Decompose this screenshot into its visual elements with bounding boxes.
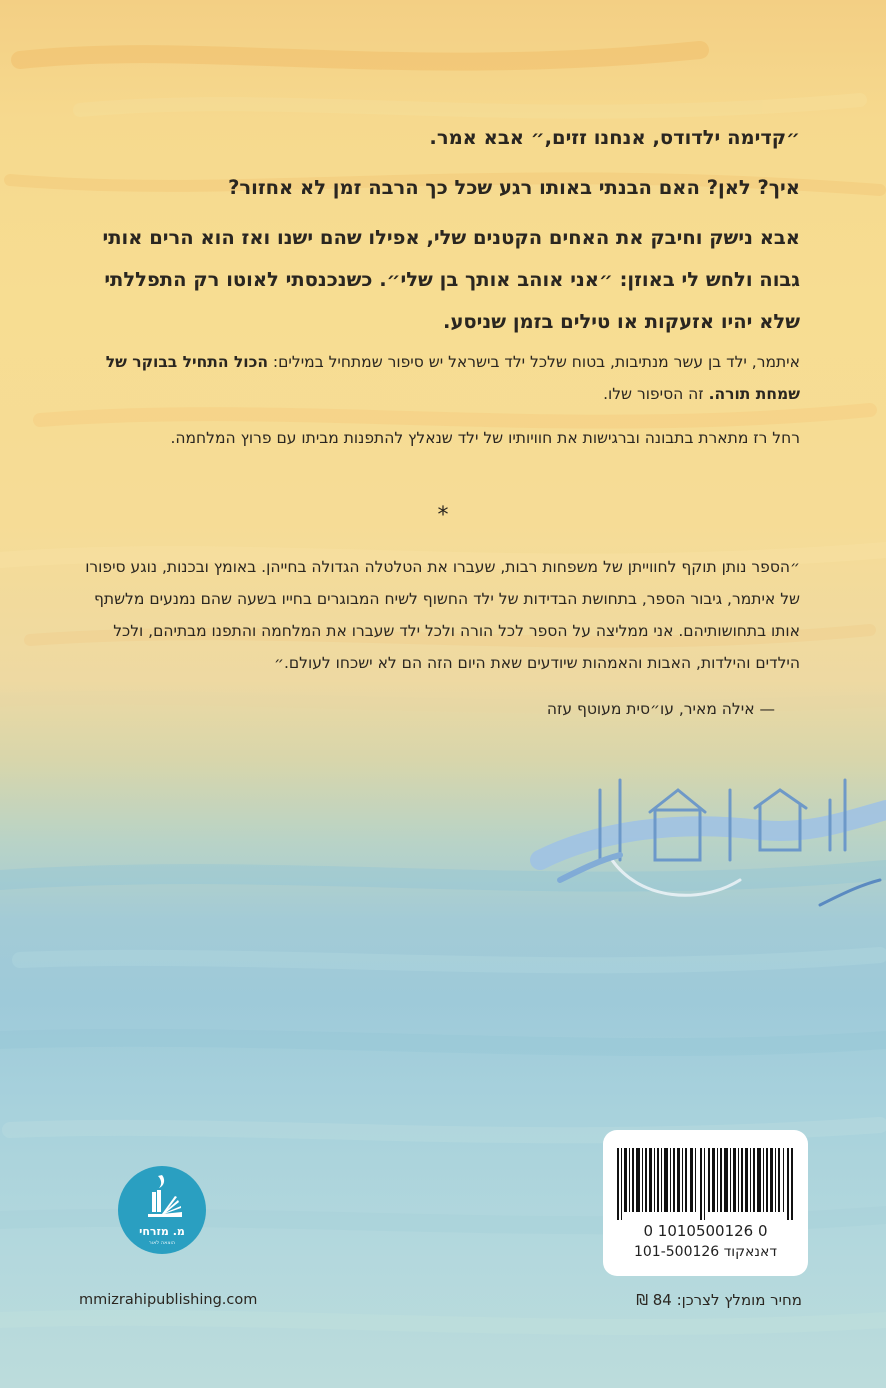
barcode-label: דאנאקוד 101-500126 xyxy=(633,1244,778,1260)
review-attribution: — אילה מאיר, עו״סית מעוטף עזה xyxy=(546,700,775,718)
barcode-icon xyxy=(617,1148,794,1220)
blurb-highlight: הכול התחיל בבוקר של שמחת תורה. xyxy=(105,353,800,403)
excerpt-line-2: איך? לאן? האם הבנתי באותו רגע שכל כך הרבה זמן לא אחזור? xyxy=(228,176,800,199)
barcode-number: 0 1010500126 0 xyxy=(643,1222,768,1240)
review-quote: ״הספר נותן תוקף לחווייתן של משפחות רבות, שעברו את הטלטלה הגדולה בחייהן. באומץ ובכנות, נוגע סיפורו של איתמר, גיבור הספר, בתחושת הבדידות של ילד החשוף לשיח המבוגרים בחייו בשעה שהם נמנעים מלשתף אותו בתחושותיהם. אני ממליצה על הספר לכל הורה ולכל ילד שעברו את המלחמה והתפנו מבתיהם, ולכל הילדים והילדות, האבות והאמהות שיודעים שאת היום הזה הם לא ישכחו לעולם.״ xyxy=(85,558,800,672)
blurb xyxy=(70,346,800,454)
blurb-text-end: זה הסיפור שלו. xyxy=(603,385,709,403)
publisher-name: מ. מזרחי xyxy=(139,1225,185,1238)
excerpt xyxy=(70,117,800,343)
blurb-paragraph-2: רחל רז מתארת בתבונה וברגישות את חוויותיו של ילד שנאלץ להתפנות מביתו עם פרוץ המלחמה. xyxy=(170,429,800,447)
blurb-text-start: איתמר, ילד בן עשר מנתיבות, בטוח שלכל ילד בישראל יש סיפור שמתחיל במילים: xyxy=(268,353,800,371)
publisher-tagline: הוצאה לאור xyxy=(148,1240,176,1246)
publisher-logo xyxy=(118,1166,206,1254)
blurb-paragraph-1 xyxy=(70,346,800,410)
excerpt-line-1: ״קדימה ילדודס, אנחנו זזים,״ אבא אמר. xyxy=(429,126,800,149)
village-illustration xyxy=(540,780,886,905)
publisher-website[interactable]: mmizrahipublishing.com xyxy=(79,1292,258,1308)
review xyxy=(70,551,800,725)
section-separator: * xyxy=(437,503,449,528)
barcode-card xyxy=(603,1130,808,1276)
price-label: מחיר מומלץ לצרכן: 84 ₪ xyxy=(636,1291,802,1309)
excerpt-line-3: אבא נישק וחיבק את האחים הקטנים שלי, אפילו שהם ישנו ואז הוא הרים אותי גבוה ולחש לי באוזן: ״אני אוהב אותך בן שלי״. כשנכנסתי לאוטו רק התפללתי שלא יהיו אזעקות או טילים בזמן שניסע. xyxy=(102,226,800,333)
